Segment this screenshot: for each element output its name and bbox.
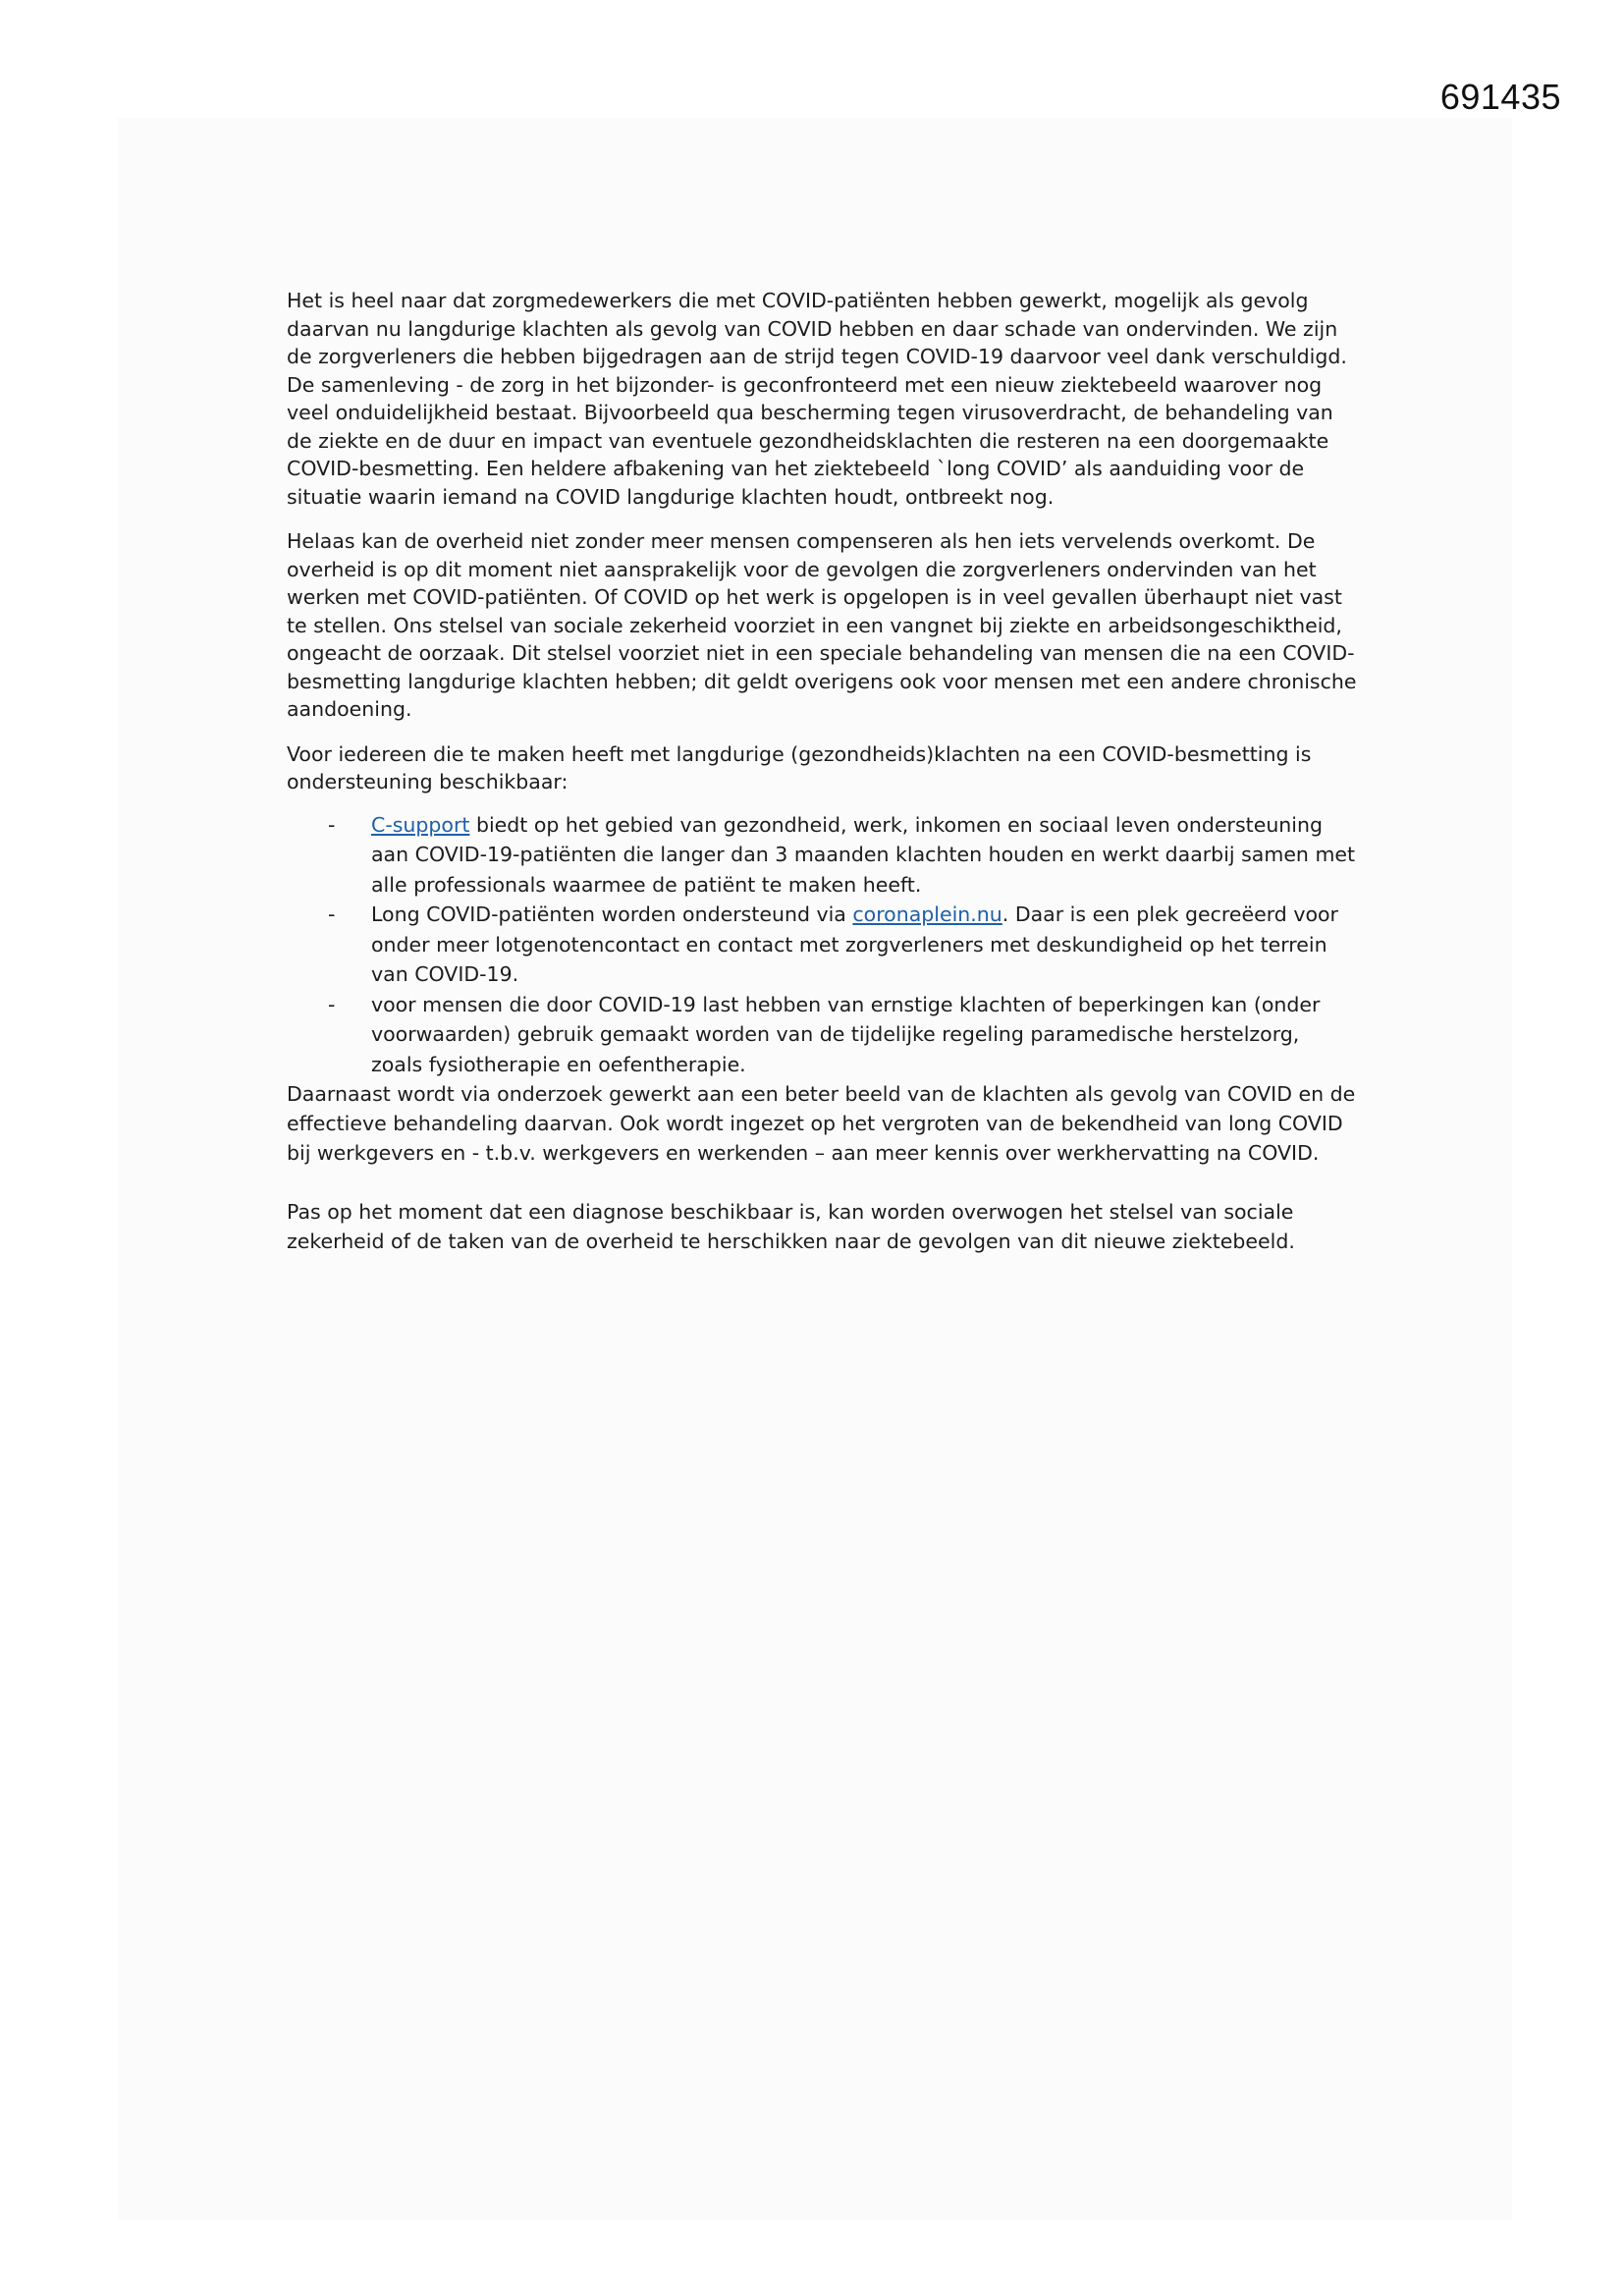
paragraph-diagnosis: Pas op het moment dat een diagnose beschikbaar is, kan worden overwogen het stelsel van sociale zekerheid of de taken van de overheid te herschikken naar de gevolgen van dit nieuwe ziektebeeld.: [287, 1200, 1295, 1253]
bullet-dash: -: [328, 902, 336, 926]
paragraph-intro: Het is heel naar dat zorgmedewerkers die met COVID-patiënten hebben gewerkt, mogelijk als gevolg daarvan nu langdurige klachten als gevolg van COVID hebben en daar schade van ondervinden. We zijn de zorgverleners die hebben bijgedragen aan de strijd tegen COVID-19 daarvoor veel dank verschuldigd. De samenleving - de zorg in het bijzonder- is geconfronteerd met een nieuw ziektebeeld waarover nog veel onduidelijkheid bestaat. Bijvoorbeeld qua bescherming tegen virusoverdracht, de behandeling van de ziekte en de duur en impact van eventuele gezondheidsklachten die resteren na een doorgemaakte COVID-besmetting. Een heldere afbakening van het ziektebeeld `long COVID’ als aanduiding voor de situatie waarin iemand na COVID langdurige klachten houdt, ontbreekt nog.: [287, 289, 1347, 509]
paragraph-compensation: Helaas kan de overheid niet zonder meer mensen compenseren als hen iets vervelends overkomt. De overheid is op dit moment niet aansprakelijk voor de gevolgen die zorgverleners ondervinden van het werken met COVID-patiënten. Of COVID op het werk is opgelopen is in veel gevallen überhaupt niet vast te stellen. Ons stelsel van sociale zekerheid voorziet in een vangnet bij ziekte en arbeidsongeschiktheid, ongeacht de oorzaak. Dit stelsel voorziet niet in een speciale behandeling van mensen die na een COVID-besmetting langdurige klachten hebben; dit geldt overigens ook voor mensen met een andere chronische aandoening.: [287, 529, 1357, 721]
list-item-text: Long COVID-patiënten worden ondersteund via: [371, 902, 853, 926]
support-list: [287, 810, 1357, 1080]
paragraph-research: Daarnaast wordt via onderzoek gewerkt aan een beter beeld van de klachten als gevolg van COVID en de effectieve behandeling daarvan. Ook wordt ingezet op het vergroten van de bekendheid van long COVID bij werkgevers en - t.b.v. werkgevers en werkenden – aan meer kennis over werkhervatting na COVID.: [287, 1082, 1356, 1165]
list-item-text: . Daar is een plek gecreëerd voor onder meer lotgenotencontact en contact met zorgverleners met deskundigheid op het terrein van COVID-19.: [371, 902, 1338, 986]
document-body: [287, 287, 1357, 1273]
bullet-dash: -: [328, 812, 336, 837]
coronaplein-link[interactable]: coronaplein.nu: [852, 902, 1002, 926]
paragraph-support-intro: Voor iedereen die te maken heeft met langdurige (gezondheids)klachten na een COVID-besmetting is ondersteuning beschikbaar:: [287, 741, 1312, 793]
bullet-dash: -: [328, 992, 336, 1016]
document-number: 691435: [1439, 77, 1561, 117]
list-item-c-support: [287, 810, 1357, 901]
list-item-coronaplein: [287, 900, 1357, 990]
list-item-herstelzorg: [287, 990, 1357, 1080]
list-item-text: biedt op het gebied van gezondheid, werk, inkomen en sociaal leven ondersteuning aan COVID-19-patiënten die langer dan 3 maanden klachten houden en werkt daarbij samen met alle professionals waarmee de patiënt te maken heeft.: [371, 812, 1356, 897]
c-support-link[interactable]: C-support: [371, 812, 470, 837]
list-item-text: voor mensen die door COVID-19 last hebben van ernstige klachten of beperkingen kan (onder voorwaarden) gebruik gemaakt worden van de tijdelijke regeling paramedische herstelzorg, zoals fysiotherapie en oefentherapie.: [371, 992, 1321, 1076]
